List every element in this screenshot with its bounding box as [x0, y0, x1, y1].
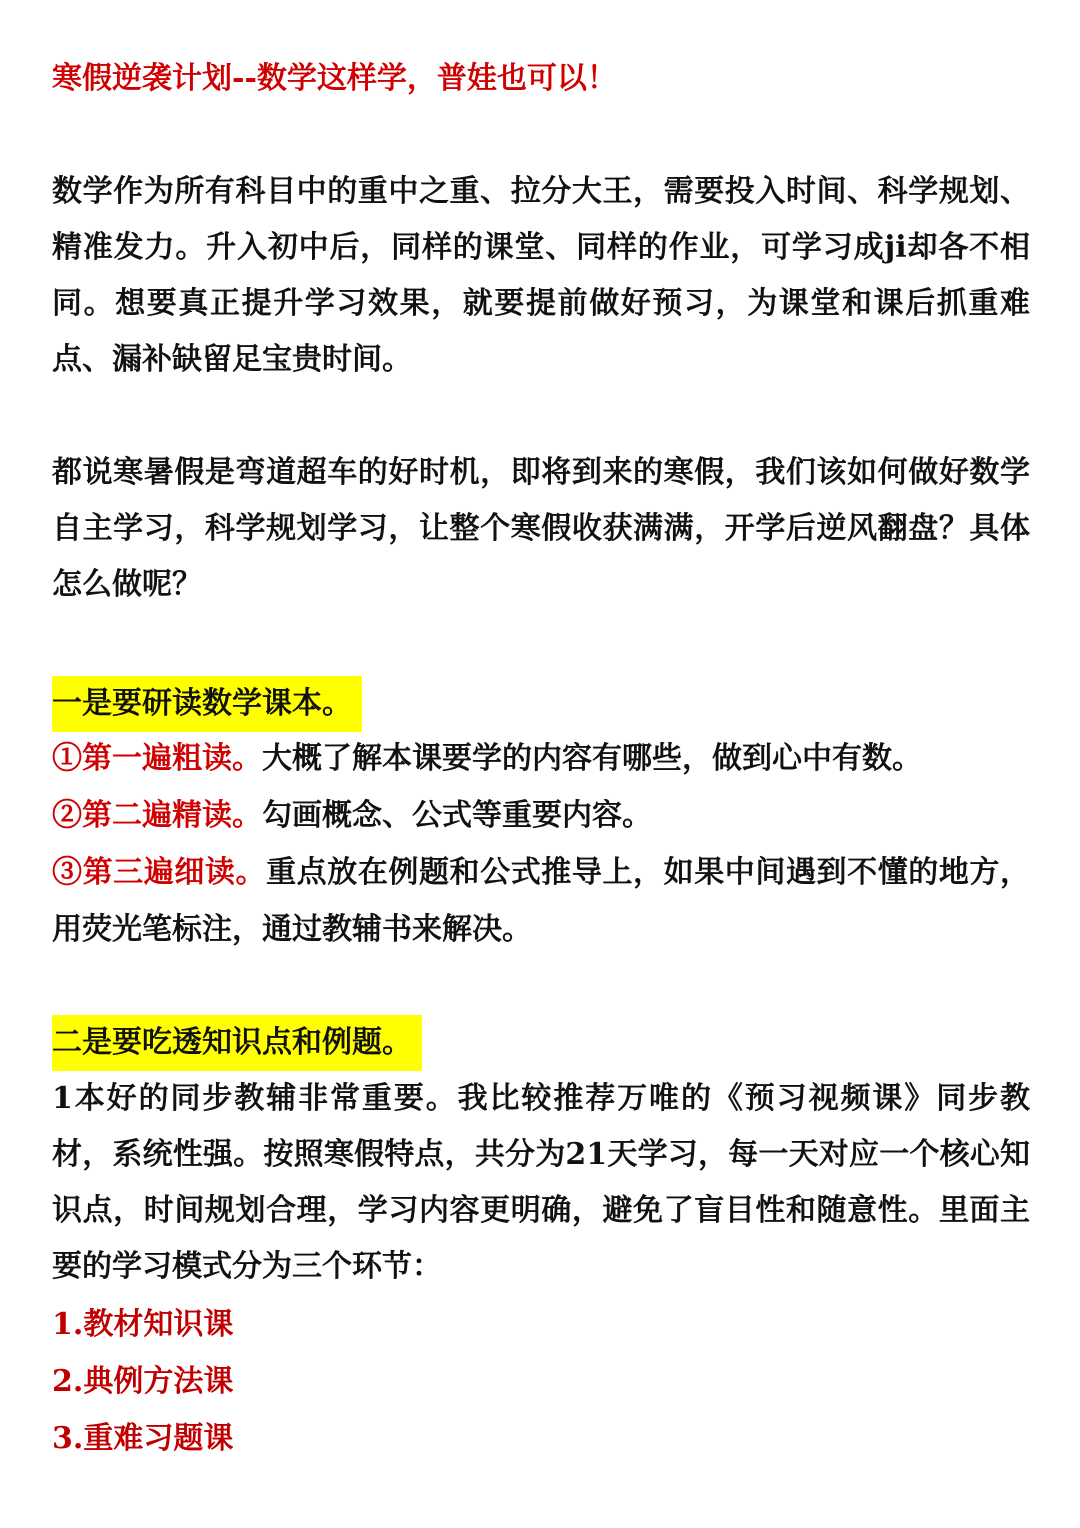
- step-text: 重点放在例题和公式推导上，如果中间遇到不懂的地方，用荧光笔标注，通过教辅书来解决。: [52, 855, 1031, 947]
- step-text: 勾画概念、公式等重要内容。: [262, 798, 652, 833]
- list-item: [52, 730, 1030, 787]
- intro-paragraph-2: 都说寒暑假是弯道超车的好时机，即将到来的寒假，我们该如何做好数学自主学习，科学规划学习，让整个寒假收获满满，开学后逆风翻盘？具体怎么做呢？: [52, 455, 1030, 602]
- list-item: 2.典例方法课: [52, 1364, 234, 1399]
- section-1-heading: [52, 676, 362, 732]
- step-label: ①第一遍粗读。: [52, 741, 262, 776]
- section-2-heading-text: 二是要吃透知识点和例题。: [52, 1015, 422, 1071]
- intro-paragraph-1: 数学作为所有科目中的重中之重、拉分大王，需要投入时间、科学规划、精准发力。升入初中后，同样的课堂、同样的作业，可学习成ji却各不相同。想要真正提升学习效果，就要提前做好预习，为课堂和课后抓重难点、漏补缺留足宝贵时间。: [52, 174, 1030, 377]
- step-label: ②第二遍精读。: [52, 798, 262, 833]
- list-item: 1.教材知识课: [52, 1307, 234, 1342]
- reading-steps-list: [52, 730, 1030, 958]
- section-2-paragraph: 1本好的同步教辅非常重要。我比较推荐万唯的《预习视频课》同步教材，系统性强。按照寒假特点，共分为21天学习，每一天对应一个核心知识点，时间规划合理，学习内容更明确，避免了盲目性和随意性。里面主要的学习模式分为三个环节：: [52, 1081, 1030, 1284]
- list-item: [52, 787, 1030, 844]
- section-1-heading-text: 一是要研读数学课本。: [52, 676, 362, 732]
- step-label: ③第三遍细读。: [52, 855, 267, 890]
- section-2-heading: [52, 1015, 422, 1071]
- course-steps-list: [52, 1296, 233, 1467]
- list-item: 3.重难习题课: [52, 1421, 234, 1456]
- page-title: 寒假逆袭计划--数学这样学，普娃也可以！: [52, 61, 617, 96]
- list-item: [52, 844, 1030, 958]
- step-text: 大概了解本课要学的内容有哪些，做到心中有数。: [262, 741, 922, 776]
